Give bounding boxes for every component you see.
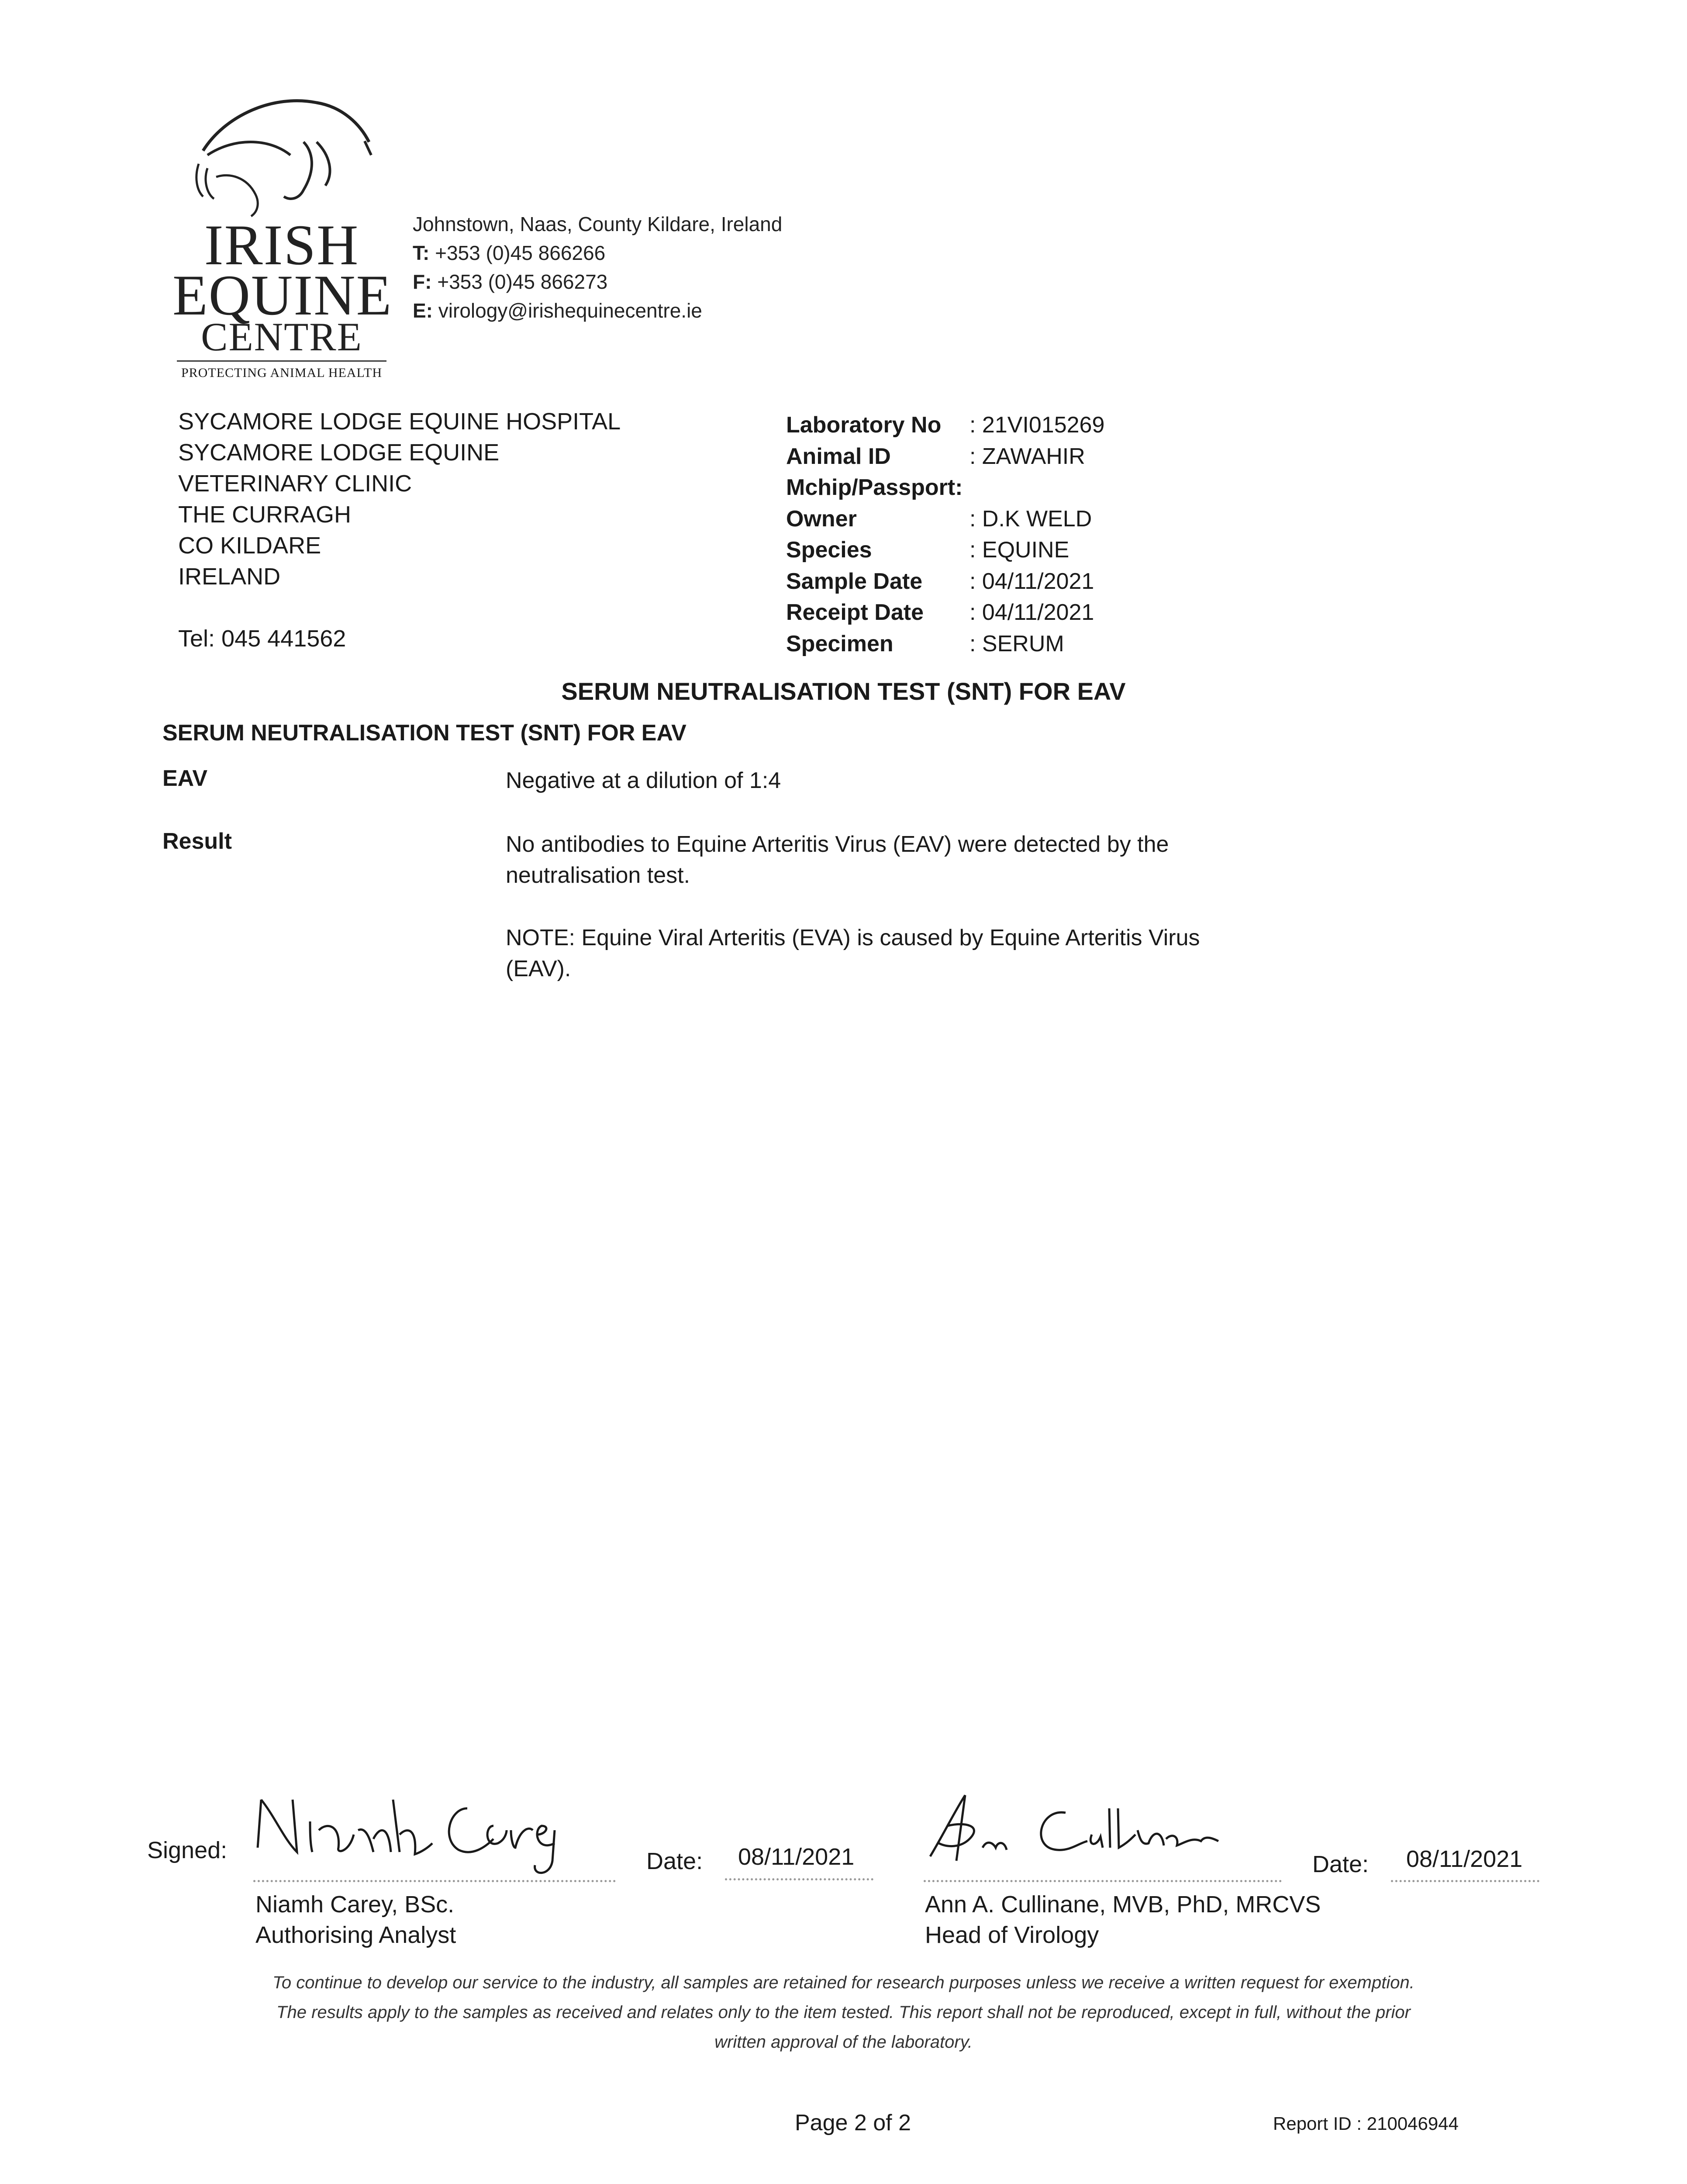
info-row <box>786 566 1104 598</box>
niamh-carey-signature <box>249 1782 563 1883</box>
note-line: (EAV). <box>506 956 571 981</box>
logo-divider <box>177 360 386 362</box>
info-label: Laboratory No <box>786 412 942 438</box>
signature-line-left <box>253 1880 616 1882</box>
sample-info-table <box>786 410 1104 660</box>
recipient-line: VETERINARY CLINIC <box>178 470 412 497</box>
recipient-tel: Tel: 045 441562 <box>178 625 346 652</box>
signatory-right-name: Ann A. Cullinane, MVB, PhD, MRCVS <box>925 1891 1321 1918</box>
result-line: neutralisation test. <box>506 863 690 888</box>
result-line: No antibodies to Equine Arteritis Virus (EAV) were detected by the <box>506 832 1169 857</box>
info-row <box>786 504 1104 535</box>
irish-equine-centre-logo <box>172 90 391 387</box>
disclaimer-line: written approval of the laboratory. <box>714 2032 973 2052</box>
recipient-line: THE CURRAGH <box>178 501 352 528</box>
logo-word-irish: IRISH <box>204 213 359 277</box>
result-label: Result <box>162 829 232 854</box>
info-value: : 04/11/2021 <box>969 600 1094 625</box>
date-label-left: Date: <box>646 1848 703 1874</box>
date-value-left: 08/11/2021 <box>738 1844 855 1870</box>
recipient-line: CO KILDARE <box>178 532 321 559</box>
note-text <box>506 923 1200 985</box>
lab-fax: F: +353 (0)45 866273 <box>413 270 608 293</box>
lab-contact-block <box>413 210 782 325</box>
recipient-line: SYCAMORE LODGE EQUINE HOSPITAL <box>178 408 621 435</box>
info-row <box>786 441 1104 473</box>
lab-phone: T: +353 (0)45 866266 <box>413 242 606 264</box>
signatory-left <box>255 1889 456 1950</box>
info-row <box>786 597 1104 629</box>
lab-email: E: virology@irishequinecentre.ie <box>413 299 702 322</box>
horse-head-icon <box>172 90 391 221</box>
info-label: Sample Date <box>786 568 923 594</box>
logo-tagline: PROTECTING ANIMAL HEALTH <box>181 366 383 380</box>
info-value: : 21VI015269 <box>969 412 1105 438</box>
note-line: NOTE: Equine Viral Arteritis (EVA) is caused by Equine Arteritis Virus <box>506 925 1200 950</box>
disclaimer <box>0 1968 1687 2057</box>
recipient-line: SYCAMORE LODGE EQUINE <box>178 439 500 466</box>
page-number: Page 2 of 2 <box>795 2110 911 2136</box>
logo-word-centre: CENTRE <box>201 314 362 359</box>
info-value: : D.K WELD <box>969 506 1092 532</box>
signatory-right-role: Head of Virology <box>925 1922 1099 1948</box>
disclaimer-line: To continue to develop our service to the industry, all samples are retained for research purposes unless we receive a written request for exemption. <box>273 1973 1414 1992</box>
info-label: Mchip/Passport: <box>786 475 963 500</box>
info-label: Specimen <box>786 631 894 657</box>
recipient-line: IRELAND <box>178 563 281 590</box>
info-row <box>786 535 1104 566</box>
date-line-left <box>725 1878 873 1880</box>
signatory-left-name: Niamh Carey, BSc. <box>255 1891 455 1918</box>
info-label: Animal ID <box>786 443 891 469</box>
eav-label: EAV <box>162 766 208 791</box>
info-value: : SERUM <box>969 631 1064 657</box>
info-label: Owner <box>786 506 857 532</box>
result-text <box>506 829 1169 891</box>
info-row <box>786 410 1104 441</box>
report-title: SERUM NEUTRALISATION TEST (SNT) FOR EAV <box>561 677 1126 705</box>
eav-value: Negative at a dilution of 1:4 <box>506 768 781 793</box>
date-line-right <box>1391 1880 1539 1882</box>
info-value: : EQUINE <box>969 537 1069 563</box>
signatory-right <box>925 1889 1321 1950</box>
signed-label: Signed: <box>147 1837 228 1863</box>
date-label-right: Date: <box>1312 1851 1369 1877</box>
info-value <box>969 472 1104 504</box>
info-value: : 04/11/2021 <box>969 568 1094 594</box>
recipient-address <box>178 406 621 654</box>
section-title: SERUM NEUTRALISATION TEST (SNT) FOR EAV <box>162 720 687 746</box>
signatory-left-role: Authorising Analyst <box>255 1922 456 1948</box>
date-value-right: 08/11/2021 <box>1406 1846 1523 1872</box>
info-label: Species <box>786 537 872 563</box>
signature-line-right <box>924 1880 1282 1882</box>
info-row <box>786 472 1104 504</box>
info-row <box>786 629 1104 660</box>
ann-cullinane-signature <box>921 1782 1236 1883</box>
disclaimer-line: The results apply to the samples as received and relates only to the item tested. This report shall not be reproduced, except in full, without the prior <box>276 2003 1411 2022</box>
report-id: Report ID : 210046944 <box>1273 2113 1459 2134</box>
lab-address: Johnstown, Naas, County Kildare, Ireland <box>413 213 783 235</box>
logo-word-equine: EQUINE <box>172 263 393 327</box>
info-value: : ZAWAHIR <box>969 443 1085 469</box>
info-label: Receipt Date <box>786 600 924 625</box>
